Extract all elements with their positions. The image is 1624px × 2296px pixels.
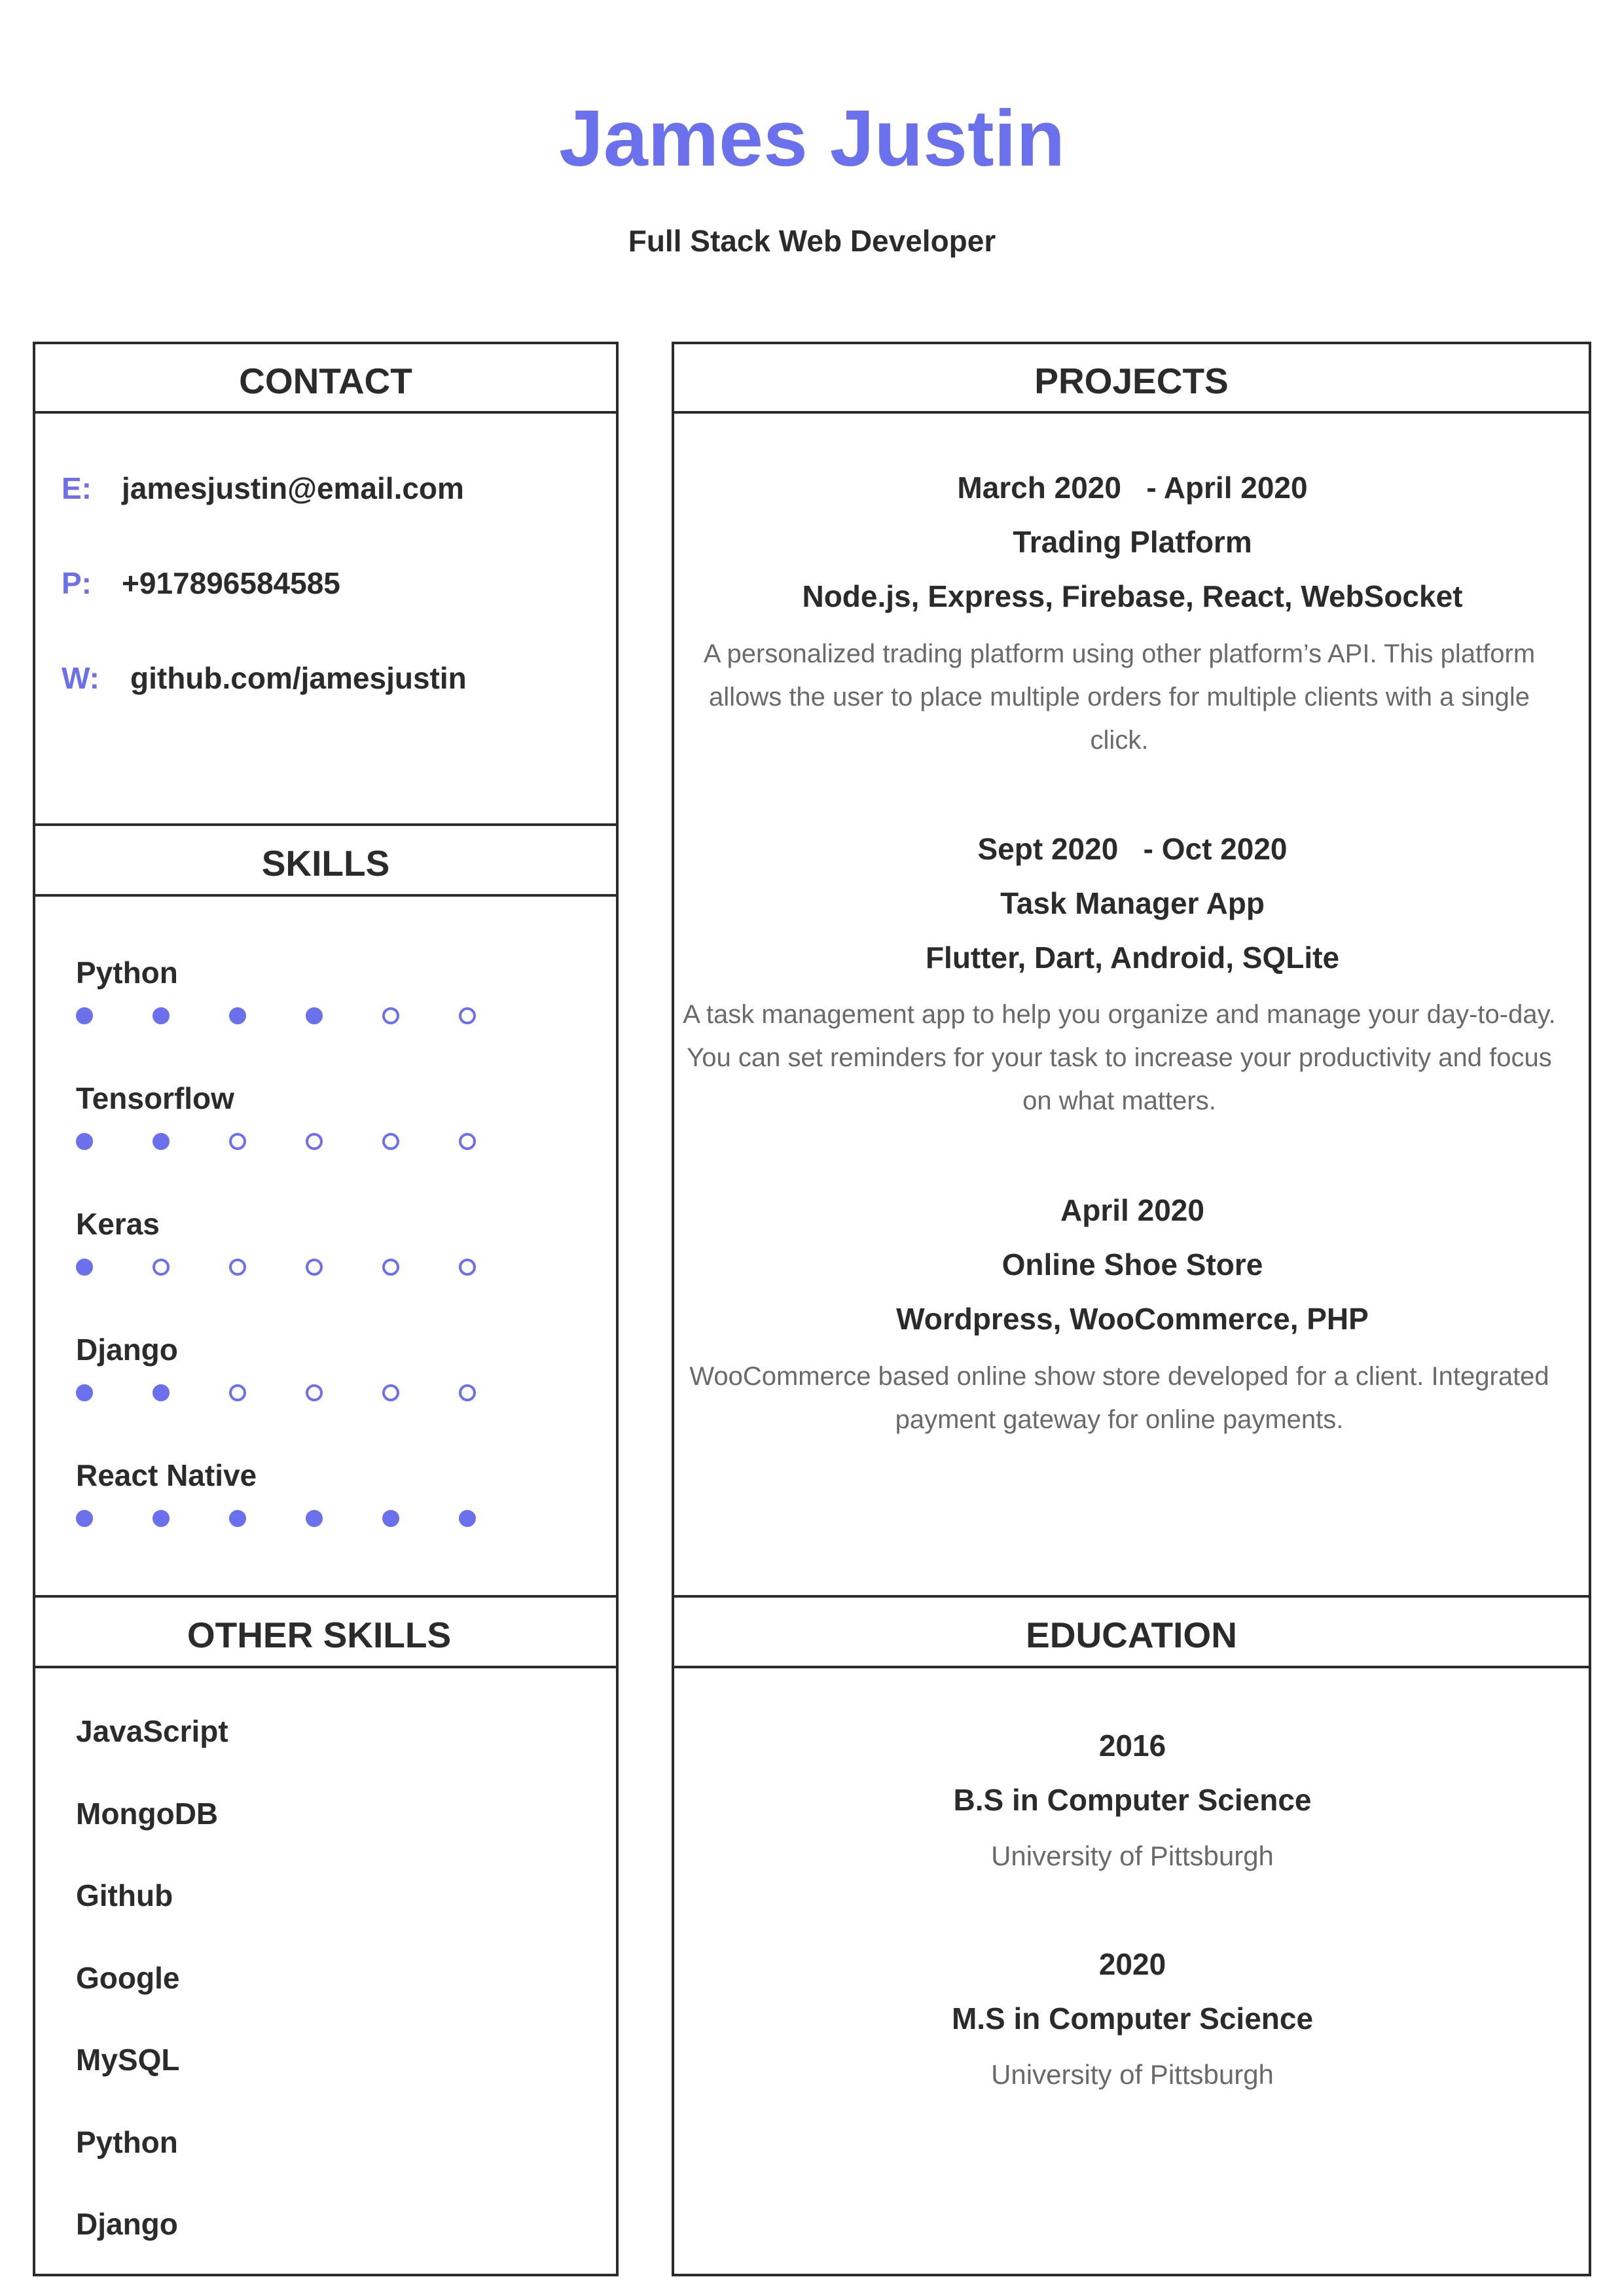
other-skill-item: Github <box>76 1878 173 1912</box>
contact-section-title: CONTACT <box>239 361 412 401</box>
skill-rating-dot-empty <box>229 1133 246 1150</box>
project-date: March 2020 - April 2020 <box>957 471 1308 505</box>
education-degree: M.S in Computer Science <box>951 2001 1314 2036</box>
project-name: Online Shoe Store <box>1001 1247 1263 1282</box>
skill-rating-dot-empty <box>382 1007 399 1024</box>
other-skill-item: MongoDB <box>76 1797 219 1831</box>
email-label: E: <box>62 471 92 505</box>
other-skill-item: Django <box>76 2207 178 2241</box>
skill-rating-dot-empty <box>306 1133 323 1150</box>
projects-section-title: PROJECTS <box>1034 361 1229 401</box>
skill-name: Keras <box>76 1207 160 1241</box>
other-skills-section-title: OTHER SKILLS <box>187 1615 452 1655</box>
education-year: 2020 <box>1098 1947 1166 1981</box>
other-skill-item: Python <box>76 2125 178 2159</box>
skill-rating-dot-empty <box>306 1259 323 1276</box>
skill-name: Tensorflow <box>76 1081 234 1115</box>
projects-header-divider <box>672 411 1591 414</box>
job-title: Full Stack Web Developer <box>628 224 996 258</box>
skill-rating-dot-empty <box>459 1133 476 1150</box>
skill-rating-dot-empty <box>459 1259 476 1276</box>
other-skill-item: Google <box>76 1961 180 1995</box>
education-section-title: EDUCATION <box>1026 1615 1237 1655</box>
skill-rating-dot-filled <box>76 1007 93 1024</box>
skill-rating-dot-filled <box>229 1007 246 1024</box>
project-date: April 2020 <box>1060 1193 1204 1227</box>
phone-label: P: <box>62 566 92 600</box>
education-degree: B.S in Computer Science <box>953 1783 1312 1817</box>
other-skill-item: JavaScript <box>76 1714 228 1748</box>
skill-name: Python <box>76 956 178 990</box>
project-stack: Flutter, Dart, Android, SQLite <box>925 941 1340 975</box>
other-skills-header-divider <box>33 1666 619 1668</box>
website-label: W: <box>62 661 99 695</box>
skill-rating-dot-filled <box>76 1384 93 1401</box>
skills-section-title: SKILLS <box>261 843 390 884</box>
skill-rating-dot-filled <box>153 1510 170 1527</box>
skills-top-divider <box>33 823 619 826</box>
project-description: A personalized trading platform using other platform’s API. This platform allows the user to place multiple orders for multiple clients with a single click. <box>703 639 1536 755</box>
project-date: Sept 2020 - Oct 2020 <box>977 832 1288 866</box>
contact-website <box>62 663 598 696</box>
education-header-divider <box>672 1666 1591 1668</box>
candidate-name: James Justin <box>558 94 1066 183</box>
skill-rating-dot-empty <box>229 1259 246 1276</box>
education-school: University of Pittsburgh <box>991 1840 1274 1871</box>
other-skill-item: MySQL <box>76 2043 180 2077</box>
skill-rating-dot-empty <box>459 1007 476 1024</box>
skill-name: Django <box>76 1333 178 1367</box>
skill-rating-dot-filled <box>76 1510 93 1527</box>
skill-rating-dot-filled <box>153 1007 170 1024</box>
education-school: University of Pittsburgh <box>991 2059 1274 2090</box>
project-name: Trading Platform <box>1013 525 1252 559</box>
project-stack: Wordpress, WooCommerce, PHP <box>896 1302 1369 1336</box>
skill-name: React Native <box>76 1458 257 1492</box>
skill-rating-dot-empty <box>229 1384 246 1401</box>
skill-rating-dot-filled <box>229 1510 246 1527</box>
skill-rating-dot-filled <box>153 1384 170 1401</box>
skill-rating-dot-filled <box>76 1259 93 1276</box>
skill-rating-dot-filled <box>153 1133 170 1150</box>
project-name: Task Manager App <box>1000 886 1265 920</box>
skill-rating-dot-empty <box>459 1384 476 1401</box>
phone-value[interactable]: +917896584585 <box>122 566 340 600</box>
project-description: A task management app to help you organize and manage your day-to-day. You can set reminders for your task to increase your productivity and focus on what matters. <box>683 1000 1556 1115</box>
skill-rating-dot-filled <box>459 1510 476 1527</box>
education-top-divider <box>672 1595 1591 1598</box>
project-stack: Node.js, Express, Firebase, React, WebSocket <box>802 579 1463 613</box>
skill-rating-dot-empty <box>382 1133 399 1150</box>
skill-rating-dot-empty <box>382 1384 399 1401</box>
contact-phone <box>62 568 598 601</box>
contact-email <box>62 473 598 506</box>
skill-rating-dot-filled <box>76 1133 93 1150</box>
other-skills-top-divider <box>33 1595 619 1598</box>
skills-header-divider <box>33 894 619 897</box>
contact-header-divider <box>33 411 619 414</box>
education-year: 2016 <box>1098 1729 1166 1763</box>
skill-rating-dot-filled <box>382 1510 399 1527</box>
skill-rating-dot-filled <box>306 1510 323 1527</box>
skill-rating-dot-empty <box>153 1259 170 1276</box>
skill-rating-dot-empty <box>382 1259 399 1276</box>
website-value[interactable]: github.com/jamesjustin <box>130 661 467 695</box>
project-description: WooCommerce based online show store developed for a client. Integrated payment gateway for online payments. <box>689 1362 1549 1434</box>
email-value[interactable]: jamesjustin@email.com <box>122 471 464 505</box>
skill-rating-dot-empty <box>306 1384 323 1401</box>
skill-rating-dot-filled <box>306 1007 323 1024</box>
